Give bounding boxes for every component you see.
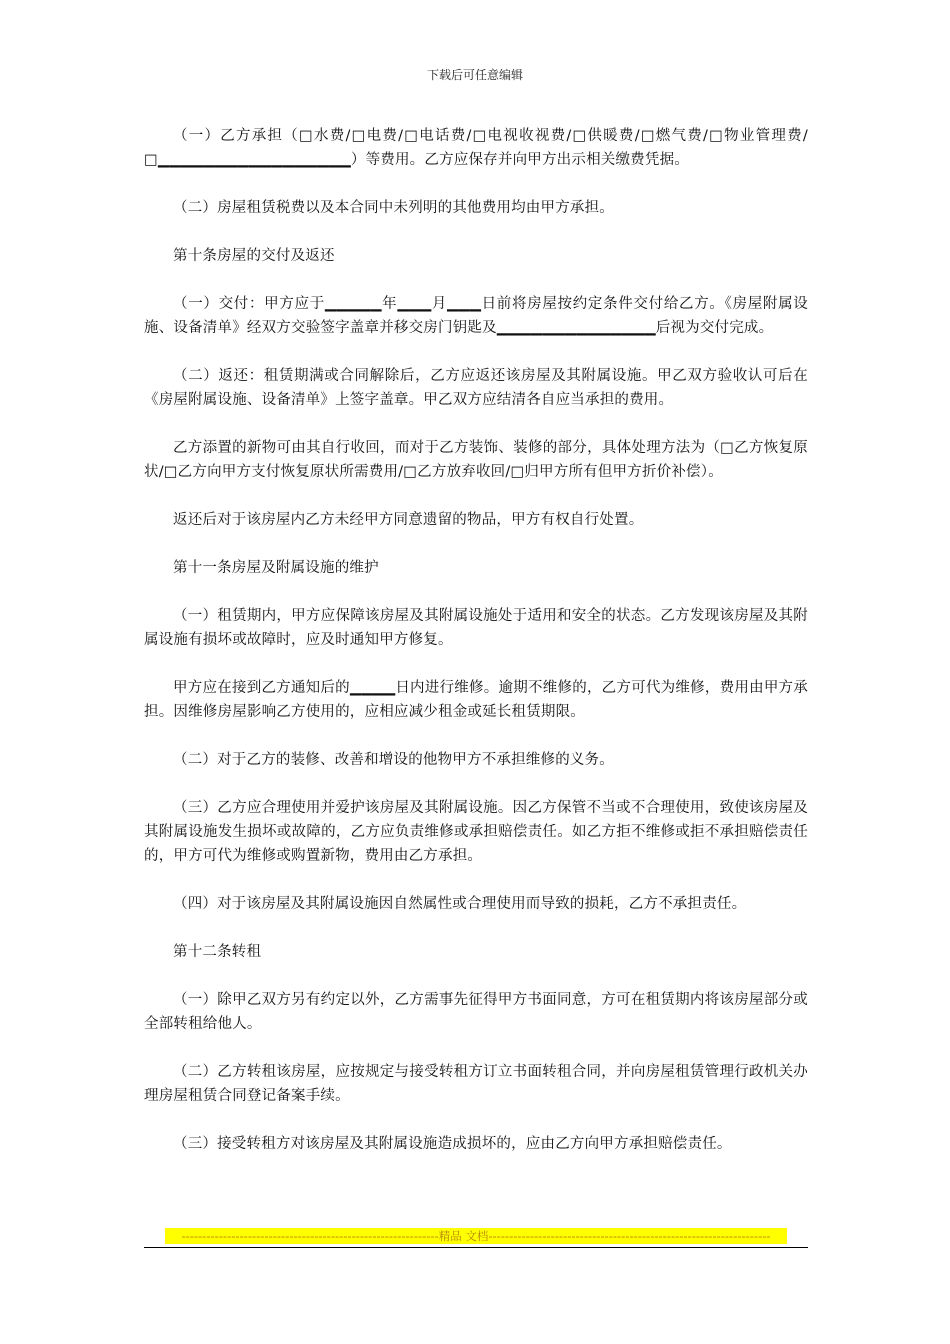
clause-paragraph: 甲方应在接到乙方通知后的▁▁▁▁日内进行维修。逾期不维修的，乙方可代为维修，费用由甲方承担。因维修房屋影响乙方使用的，应相应减少租金或延长租赁期限。 <box>144 680 808 720</box>
footer-banner: --------------------------------------------------------------精品 文档-------------------------------------------------------------------- <box>165 1228 787 1244</box>
clause-paragraph: （三）乙方应合理使用并爱护该房屋及其附属设施。因乙方保管不当或不合理使用，致使该房屋及其附属设施发生损坏或故障的，乙方应负责维修或承担赔偿责任。如乙方拒不维修或拒不承担赔偿责任的，甲方可代为维修或购置新物，费用由乙方承担。 <box>144 800 808 864</box>
clause-paragraph: （二）返还：租赁期满或合同解除后，乙方应返还该房屋及其附属设施。甲乙双方验收认可后在《房屋附属设施、设备清单》上签字盖章。甲乙双方应结清各自应当承担的费用。 <box>144 368 808 408</box>
page-header: 下载后可任意编辑 <box>426 68 523 82</box>
clause-paragraph: （二）对于乙方的装修、改善和增设的他物甲方不承担维修的义务。 <box>173 752 614 768</box>
section-heading: 第十一条房屋及附属设施的维护 <box>173 560 379 576</box>
clause-paragraph: （四）对于该房屋及其附属设施因自然属性或合理使用而导致的损耗，乙方不承担责任。 <box>173 896 747 912</box>
clause-paragraph: （二）房屋租赁税费以及本合同中未列明的其他费用均由甲方承担。 <box>173 200 614 216</box>
clause-paragraph: （一）交付：甲方应于▁▁▁▁▁年▁▁▁月▁▁▁日前将房屋按约定条件交付给乙方。《房屋附属设施、设备清单》经双方交验签字盖章并移交房门钥匙及▁▁▁▁▁▁▁▁▁▁▁▁▁▁后视为交付完成。 <box>144 296 808 336</box>
footer-divider <box>144 1247 808 1248</box>
clause-paragraph: 返还后对于该房屋内乙方未经甲方同意遗留的物品，甲方有权自行处置。 <box>173 512 644 528</box>
section-heading: 第十条房屋的交付及返还 <box>173 248 335 264</box>
section-heading: 第十二条转租 <box>173 944 262 960</box>
document-body <box>144 124 808 1180</box>
clause-paragraph: （三）接受转租方对该房屋及其附属设施造成损坏的，应由乙方向甲方承担赔偿责任。 <box>173 1136 732 1152</box>
clause-paragraph: （一）租赁期内，甲方应保障该房屋及其附属设施处于适用和安全的状态。乙方发现该房屋及其附属设施有损坏或故障时，应及时通知甲方修复。 <box>144 608 808 648</box>
clause-paragraph: （一）乙方承担（□水费/□电费/□电话费/□电视收视费/□供暖费/□燃气费/□物业管理费/□▁▁▁▁▁▁▁▁▁▁▁▁▁▁▁▁▁）等费用。乙方应保存并向甲方出示相关缴费凭据。 <box>144 128 808 168</box>
clause-paragraph: （一）除甲乙双方另有约定以外，乙方需事先征得甲方书面同意，方可在租赁期内将该房屋部分或全部转租给他人。 <box>144 992 808 1032</box>
clause-paragraph: 乙方添置的新物可由其自行收回，而对于乙方装饰、装修的部分，具体处理方法为（□乙方恢复原状/□乙方向甲方支付恢复原状所需费用/□乙方放弃收回/□归甲方所有但甲方折价补偿）。 <box>144 440 808 480</box>
clause-paragraph: （二）乙方转租该房屋，应按规定与接受转租方订立书面转租合同，并向房屋租赁管理行政机关办理房屋租赁合同登记备案手续。 <box>144 1064 808 1104</box>
page-footer <box>144 1228 808 1248</box>
